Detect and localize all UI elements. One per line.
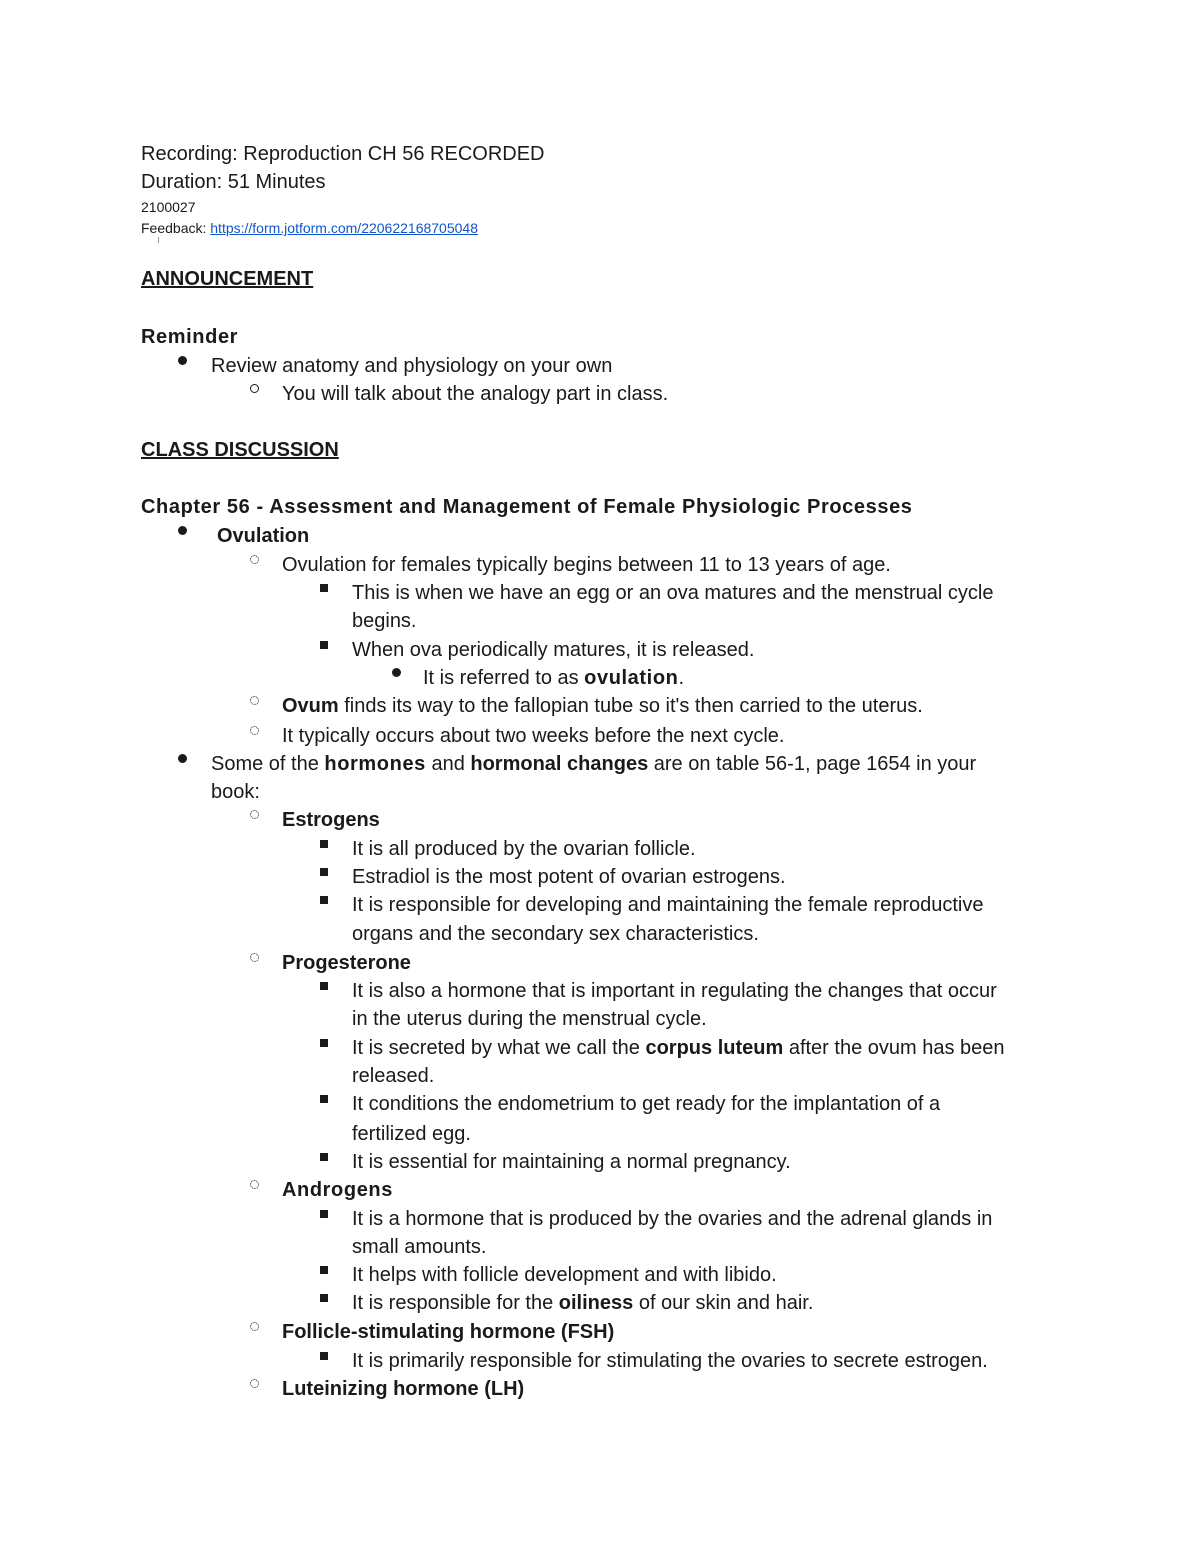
duration-text: Duration: 51 Minutes (141, 171, 326, 193)
recording-code: 2100027 (141, 199, 196, 215)
bullet-ring (242, 806, 266, 824)
fsh-title: Follicle-stimulating hormone (FSH) (282, 1321, 615, 1343)
bullet-square (312, 1289, 336, 1307)
bullet-square (312, 863, 336, 881)
androgens-item-cont: small amounts. (352, 1236, 487, 1258)
bullet-ring (242, 722, 266, 740)
text: after the ovum has been (783, 1037, 1005, 1059)
text: are on table 56-1, page 1654 in your (648, 753, 977, 775)
estrogens-item: Estradiol is the most potent of ovarian estrogens. (352, 866, 786, 888)
ovum-line (282, 692, 923, 720)
text: . (678, 667, 685, 689)
bullet-ring (242, 1375, 266, 1393)
estrogens-item-cont: organs and the secondary sex characteristics. (352, 923, 759, 945)
class-discussion-heading: CLASS DISCUSSION (141, 439, 339, 461)
bullet-square (312, 1347, 336, 1365)
bold-term: hormonal changes (470, 753, 649, 775)
estrogens-item: It is all produced by the ovarian follicle. (352, 838, 696, 860)
progesterone-item-cont: released. (352, 1065, 435, 1087)
androgens-item (352, 1289, 813, 1317)
bullet-ring (242, 1176, 266, 1194)
ovulation-age: Ovulation for females typically begins between 11 to 13 years of age. (282, 554, 891, 576)
androgens-title: Androgens (282, 1179, 393, 1201)
estrogens-item: It is responsible for developing and maintaining the female reproductive (352, 894, 984, 916)
lh-title: Luteinizing hormone (LH) (282, 1378, 525, 1400)
text: It is responsible for the (352, 1292, 559, 1314)
cursor-mark (158, 237, 159, 243)
bullet-dot (384, 664, 408, 682)
text: It is referred to as (423, 667, 585, 689)
recording-title: Recording: Reproduction CH 56 RECORDED (141, 143, 545, 165)
bullet-square (312, 891, 336, 909)
androgens-item: It helps with follicle development and with libido. (352, 1264, 777, 1286)
progesterone-item: It is also a hormone that is important in regulating the changes that occur (352, 980, 997, 1002)
progesterone-title: Progesterone (282, 952, 411, 974)
progesterone-item: It is essential for maintaining a normal pregnancy. (352, 1151, 791, 1173)
progesterone-item (352, 1034, 1005, 1062)
hormones-intro-line2: book: (211, 781, 260, 803)
bullet-ring (242, 949, 266, 967)
fsh-item: It is primarily responsible for stimulating the ovaries to secrete estrogen. (352, 1350, 988, 1372)
bullet-square (312, 1261, 336, 1279)
hormones-intro-line1 (211, 750, 976, 778)
bullet-ring (242, 692, 266, 710)
text: Some of the (211, 753, 325, 775)
ovulation-released: When ova periodically matures, it is released. (352, 639, 755, 661)
ovulation-egg-line1: This is when we have an egg or an ova matures and the menstrual cycle (352, 582, 994, 604)
ovulation-title: Ovulation (217, 525, 310, 547)
announcement-heading: ANNOUNCEMENT (141, 268, 314, 290)
text: finds its way to the fallopian tube so it's then carried to the uterus. (338, 695, 923, 717)
bold-term: Ovum (282, 695, 339, 717)
text: It is secreted by what we call the (352, 1037, 646, 1059)
ovulation-referred (423, 664, 684, 692)
progesterone-item: It conditions the endometrium to get ready for the implantation of a (352, 1093, 941, 1115)
bullet-dot (170, 352, 194, 370)
bullet-square (312, 1148, 336, 1166)
bullet-square (312, 1034, 336, 1052)
progesterone-item-cont: in the uterus during the menstrual cycle. (352, 1008, 707, 1030)
reminder-title: Reminder (141, 326, 239, 348)
bold-term: ovulation (584, 667, 679, 689)
bullet-square (312, 977, 336, 995)
bullet-square (312, 1205, 336, 1223)
bullet-dot (170, 522, 194, 540)
bullet-square (312, 579, 336, 597)
ovulation-egg-line2: begins. (352, 610, 417, 632)
reminder-subitem: You will talk about the analogy part in class. (282, 383, 669, 405)
estrogens-title: Estrogens (282, 809, 380, 831)
feedback-label: Feedback: (141, 220, 211, 236)
feedback-link[interactable]: https://form.jotform.com/220622168705048 (210, 220, 478, 236)
reminder-item: Review anatomy and physiology on your own (211, 355, 613, 377)
bullet-ring (242, 1318, 266, 1336)
chapter-title: Chapter 56 - Assessment and Management of Female Physiologic Processes (141, 496, 913, 518)
bold-term: oiliness (558, 1292, 634, 1314)
bullet-dot (170, 750, 194, 768)
bullet-square (312, 835, 336, 853)
feedback-line (141, 218, 478, 238)
bullet-square (312, 1090, 336, 1108)
bullet-square (312, 636, 336, 654)
bold-term: corpus luteum (645, 1037, 784, 1059)
progesterone-item-cont: fertilized egg. (352, 1123, 471, 1145)
ovulation-timing: It typically occurs about two weeks before the next cycle. (282, 725, 785, 747)
bullet-ring (242, 380, 266, 398)
text: of our skin and hair. (633, 1292, 814, 1314)
bullet-ring (242, 551, 266, 569)
text: and (425, 753, 471, 775)
bold-term: hormones (324, 753, 426, 775)
androgens-item: It is a hormone that is produced by the ovaries and the adrenal glands in (352, 1208, 993, 1230)
